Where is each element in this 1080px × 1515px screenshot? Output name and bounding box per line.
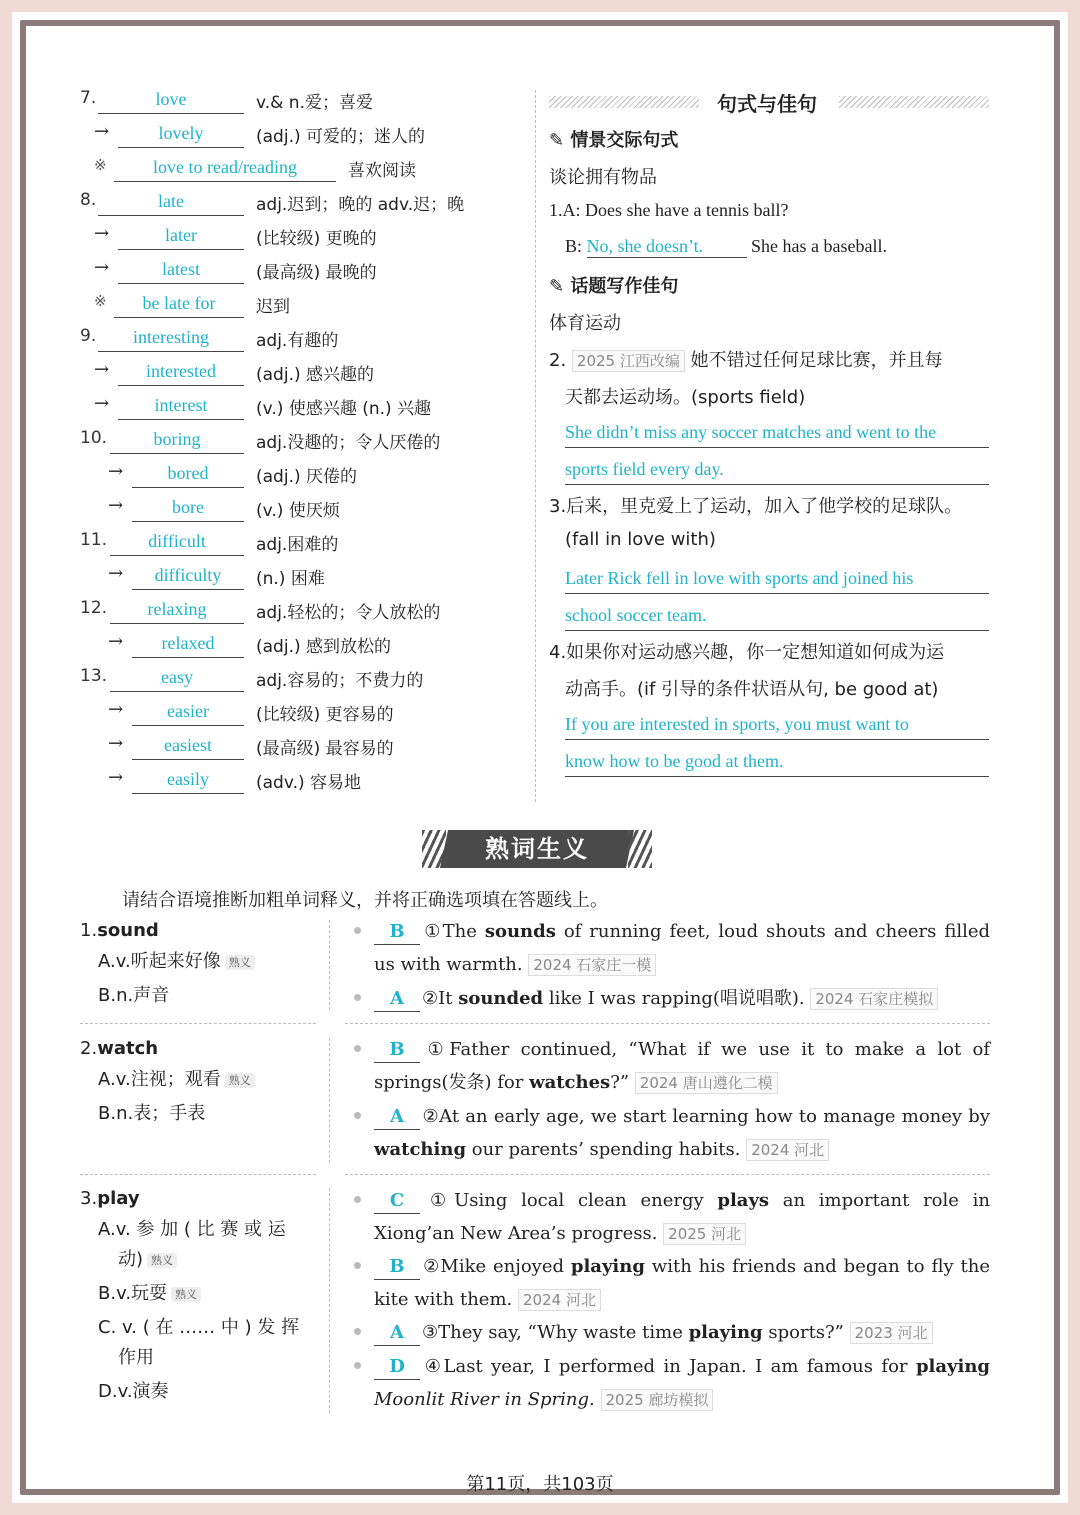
answer-blank: C — [374, 1189, 420, 1214]
source-tag: 2025 江西改编 — [572, 350, 685, 372]
option — [80, 1281, 316, 1307]
word-number: 3. — [80, 1188, 98, 1209]
meaning-text: adj.没趣的；令人厌倦的 — [256, 433, 441, 453]
vocab-row — [80, 188, 510, 222]
item-number: 11. — [80, 530, 108, 550]
example-text: an important role in Xiong’an New Area’s progress. — [374, 1190, 990, 1244]
row-divider — [345, 1023, 990, 1024]
question-2 — [549, 346, 943, 372]
topic-label: 谈论拥有物品 — [549, 167, 657, 188]
row-divider — [80, 1174, 316, 1175]
word: play — [97, 1188, 140, 1209]
meaning-text: (adv.) 容易地 — [256, 773, 362, 793]
derived-arrow-icon: → — [108, 699, 124, 720]
word-number: 1. — [80, 920, 98, 941]
song-title: Moonlit River in Spring — [374, 1389, 590, 1410]
item-number: 10. — [80, 428, 108, 448]
answer-line: school soccer team. — [565, 601, 989, 631]
word-number: 2. — [80, 1038, 98, 1059]
section-banner — [422, 830, 652, 868]
question-3: 3.后来，里克爱上了运动，加入了他学校的足球队。 — [549, 496, 963, 517]
target-word: playing — [915, 1356, 990, 1377]
vocab-row — [80, 630, 510, 664]
example-text: ①Using local clean energy — [422, 1190, 718, 1211]
example-text: ①Father continued, “What if we use it to make a lot of springs(发条) for — [374, 1039, 990, 1093]
answer-line: know how to be good at them. — [565, 747, 989, 777]
meaning-text: (最高级) 最晚的 — [256, 263, 377, 283]
option-text: A.v.注视；观看 — [98, 1069, 221, 1090]
vocab-row — [80, 426, 510, 460]
answer-line: If you are interested in sports, you must want to — [565, 710, 989, 740]
derived-arrow-icon: → — [94, 257, 110, 278]
meaning-text: (比较级) 更晚的 — [256, 229, 377, 249]
word-block-play — [80, 1188, 316, 1405]
item-number: 12. — [80, 598, 108, 618]
question-3-hint: (fall in love with) — [565, 529, 716, 550]
derived-arrow-icon: → — [108, 767, 124, 788]
meaning-text: (比较级) 更容易的 — [256, 705, 394, 725]
example-text: our parents’ spending habits. — [466, 1139, 741, 1160]
option-text: C. v. ( 在 …… 中 ) 发 挥 — [98, 1317, 300, 1338]
vocab-row — [80, 324, 510, 358]
hatch-decoration — [839, 96, 989, 108]
answer-blank: interest — [118, 395, 244, 420]
vocab-row — [80, 154, 510, 188]
word-title — [80, 1038, 316, 1059]
example-text: ②It — [422, 988, 459, 1009]
example-text: . — [589, 1389, 595, 1410]
bullet-icon — [354, 1262, 361, 1269]
word: watch — [97, 1038, 159, 1059]
vocab-row — [80, 596, 510, 630]
meaning-text: (v.) 使感兴趣 (n.) 兴趣 — [256, 399, 432, 419]
option-text: B.v.玩耍 — [98, 1283, 168, 1304]
page-number: 第11页，共103页 — [466, 1474, 614, 1495]
example-sound-2 — [354, 982, 990, 1015]
option-text: A.v. 参 加 ( 比 赛 或 运 — [98, 1219, 286, 1240]
answer-blank: be late for — [114, 293, 244, 318]
question-text: 她不错过任何足球比赛，并且每 — [690, 350, 943, 371]
answer-blank: relaxed — [132, 633, 244, 658]
example-text: ④Last year, I performed in Japan. I am famous for — [422, 1356, 916, 1377]
source-tag: 2025 河北 — [663, 1223, 746, 1245]
hatch-decoration — [549, 96, 699, 108]
answer-blank: love — [98, 89, 244, 114]
vocab-row — [80, 222, 510, 256]
target-word: playing — [570, 1256, 645, 1277]
answer-blank: bored — [132, 463, 244, 488]
word-block-watch — [80, 1038, 316, 1127]
bullet-icon — [354, 927, 361, 934]
meaning-text: (adj.) 厌倦的 — [256, 467, 358, 487]
vocab-row — [80, 732, 510, 766]
example-sound-1 — [354, 915, 990, 981]
answer-blank: A — [374, 1105, 420, 1130]
answer-blank: interested — [118, 361, 244, 386]
meaning-text: adj.容易的；不费力的 — [256, 671, 424, 691]
meaning-text: 迟到 — [256, 297, 290, 317]
derived-arrow-icon: → — [108, 461, 124, 482]
answer-blank: bore — [132, 497, 244, 522]
vocab-row — [80, 528, 510, 562]
derived-arrow-icon: → — [94, 223, 110, 244]
option-text: 作用 — [118, 1347, 154, 1368]
option-cont — [80, 1247, 316, 1273]
answer-blank: easiest — [132, 735, 244, 760]
vocab-row — [80, 290, 510, 324]
meaning-text: (adj.) 感兴趣的 — [256, 365, 375, 385]
item-number: 8. — [80, 190, 97, 210]
worksheet-page — [32, 30, 1048, 1495]
row-divider — [345, 1174, 990, 1175]
sentence-1b-rest: She has a baseball. — [751, 236, 887, 256]
vocab-row — [80, 698, 510, 732]
derived-arrow-icon: → — [94, 393, 110, 414]
answer-blank: D — [374, 1355, 420, 1380]
answer-blank: A — [374, 987, 420, 1012]
example-text: sports?” — [762, 1322, 844, 1343]
example-text: ③They say, “Why waste time — [422, 1322, 689, 1343]
phrase-marker-icon: ※ — [94, 156, 107, 174]
vocab-row — [80, 86, 510, 120]
answer-line: She didn’t miss any soccer matches and went to the — [565, 418, 989, 448]
option-text: B.n.表；手表 — [98, 1103, 206, 1124]
option-cont — [80, 1345, 316, 1371]
word-title — [80, 1188, 316, 1209]
example-play-1 — [354, 1184, 990, 1250]
vocab-row — [80, 766, 510, 800]
subheading-dialogue: ✎ 情景交际句式 — [549, 130, 679, 151]
word: sound — [97, 920, 159, 941]
vocab-row — [80, 562, 510, 596]
meaning-text: adj.困难的 — [256, 535, 339, 555]
subheading-writing: ✎ 话题写作佳句 — [549, 276, 679, 297]
bullet-icon — [354, 1196, 361, 1203]
banner-stripes — [628, 830, 652, 868]
example-text: of running feet, loud shouts and cheers filled us with warmth. — [374, 921, 991, 975]
answer-blank: difficult — [110, 531, 244, 556]
source-tag: 2024 河北 — [746, 1139, 829, 1161]
answer-blank: late — [98, 191, 244, 216]
option — [80, 1379, 316, 1405]
answer-blank: latest — [118, 259, 244, 284]
phrase-marker-icon: ※ — [94, 292, 107, 310]
example-watch-1 — [354, 1033, 990, 1099]
row-divider — [80, 1023, 316, 1024]
derived-arrow-icon: → — [108, 733, 124, 754]
familiar-tag: 熟义 — [225, 1073, 255, 1088]
example-play-2 — [354, 1250, 990, 1316]
answer-blank: easily — [132, 769, 244, 794]
option — [80, 1217, 316, 1243]
derived-arrow-icon: → — [94, 121, 110, 142]
example-text: ①The — [422, 921, 485, 942]
meaning-text: 喜欢阅读 — [348, 161, 416, 181]
source-tag: 2024 河北 — [518, 1289, 601, 1311]
word-title — [80, 920, 316, 941]
question-1b — [565, 236, 887, 258]
source-tag: 2023 河北 — [850, 1322, 933, 1344]
column-divider — [535, 90, 536, 802]
answer-blank: B — [374, 1038, 420, 1063]
meaning-text: (最高级) 最容易的 — [256, 739, 394, 759]
option-text: A.v.听起来好像 — [98, 951, 221, 972]
meaning-text: adj.迟到；晚的 adv.迟；晚 — [256, 195, 465, 215]
bullet-icon — [354, 1045, 361, 1052]
derived-arrow-icon: → — [108, 631, 124, 652]
meaning-text: (n.) 困难 — [256, 569, 325, 589]
vocab-list — [80, 86, 510, 800]
example-text: ?” — [610, 1072, 630, 1093]
option — [80, 1101, 316, 1127]
answer-blank: relaxing — [110, 599, 244, 624]
option — [80, 1315, 316, 1341]
option-text: D.v.演奏 — [98, 1381, 169, 1402]
bullet-icon — [354, 1328, 361, 1335]
example-text: with his friends and began to fly the kite with them. — [374, 1256, 990, 1310]
target-word: plays — [717, 1190, 770, 1211]
answer-line: Later Rick fell in love with sports and joined his — [565, 564, 989, 594]
answer-blank: B — [374, 920, 420, 945]
answer-blank: lovely — [118, 123, 244, 148]
option-text: B.n.声音 — [98, 985, 170, 1006]
row-divider-vertical — [329, 1188, 330, 1413]
item-number: 9. — [80, 326, 97, 346]
answer-blank: easier — [132, 701, 244, 726]
option — [80, 1067, 316, 1093]
vocab-row — [80, 460, 510, 494]
vocab-row — [80, 392, 510, 426]
question-4: 4.如果你对运动感兴趣，你一定想知道如何成为运 — [549, 642, 945, 663]
meaning-text: (adj.) 可爱的；迷人的 — [256, 127, 426, 147]
banner-title: 熟词生义 — [485, 835, 589, 863]
question-number: 2. — [549, 350, 567, 371]
bullet-icon — [354, 1112, 361, 1119]
answer-blank: B — [374, 1255, 420, 1280]
sentence-section — [549, 86, 989, 771]
word-block-sound — [80, 920, 316, 1009]
answer-blank: difficulty — [132, 565, 244, 590]
example-watch-2 — [354, 1100, 990, 1166]
question-1a: 1.A: Does she have a tennis ball? — [549, 200, 789, 220]
source-tag: 2024 石家庄一模 — [528, 954, 656, 976]
source-tag: 2024 石家庄模拟 — [810, 988, 938, 1010]
example-text: like I was rapping(唱说唱歌). — [543, 988, 805, 1009]
answer-1b: No, she doesn’t. — [587, 236, 747, 258]
option-text: 动) — [118, 1249, 144, 1270]
answer-line: sports field every day. — [565, 455, 989, 485]
item-number: 7. — [80, 88, 97, 108]
meaning-text: (adj.) 感到放松的 — [256, 637, 392, 657]
instruction-text: 请结合语境推断加粗单词释义，并将正确选项填在答题线上。 — [122, 890, 608, 911]
vocab-row — [80, 358, 510, 392]
example-text: ②Mike enjoyed — [422, 1256, 571, 1277]
derived-arrow-icon: → — [108, 495, 124, 516]
option — [80, 949, 316, 975]
meaning-text: v.& n.爱；喜爱 — [256, 93, 373, 113]
row-divider-vertical — [329, 1038, 330, 1163]
meaning-text: adj.有趣的 — [256, 331, 339, 351]
section-header — [549, 86, 989, 118]
answer-blank: A — [374, 1321, 420, 1346]
example-play-4 — [354, 1350, 990, 1416]
target-word: sounded — [458, 988, 544, 1009]
familiar-tag: 熟义 — [171, 1287, 201, 1302]
derived-arrow-icon: → — [108, 563, 124, 584]
answer-blank: interesting — [98, 327, 244, 352]
topic-label: 体育运动 — [549, 313, 621, 334]
row-divider-vertical — [329, 920, 330, 1010]
speaker-b: B: — [565, 236, 583, 256]
source-tag: 2024 唐山遵化二模 — [635, 1072, 778, 1094]
answer-blank: boring — [110, 429, 244, 454]
target-word: watching — [374, 1139, 467, 1160]
meaning-text: adj.轻松的；令人放松的 — [256, 603, 441, 623]
derived-arrow-icon: → — [94, 359, 110, 380]
option — [80, 983, 316, 1009]
familiar-tag: 熟义 — [147, 1253, 177, 1268]
vocab-row — [80, 120, 510, 154]
question-2-cont: 天都去运动场。(sports field) — [565, 387, 806, 408]
bullet-icon — [354, 1362, 361, 1369]
answer-blank: easy — [110, 667, 244, 692]
answer-blank: later — [118, 225, 244, 250]
target-word: sounds — [484, 921, 556, 942]
vocab-row — [80, 664, 510, 698]
answer-blank: love to read/reading — [114, 157, 336, 182]
bullet-icon — [354, 994, 361, 1001]
familiar-tag: 熟义 — [225, 955, 255, 970]
example-play-3 — [354, 1316, 990, 1349]
meaning-text: (v.) 使厌烦 — [256, 501, 340, 521]
target-word: watches — [529, 1072, 611, 1093]
item-number: 13. — [80, 666, 108, 686]
target-word: playing — [688, 1322, 763, 1343]
question-4-cont: 动高手。(if 引导的条件状语从句, be good at) — [565, 679, 939, 700]
source-tag: 2025 廊坊模拟 — [601, 1389, 714, 1411]
section-title: 句式与佳句 — [717, 92, 817, 116]
vocab-row — [80, 256, 510, 290]
banner-box — [440, 830, 634, 868]
vocab-row — [80, 494, 510, 528]
example-text: ②At an early age, we start learning how to manage money by — [422, 1106, 990, 1127]
